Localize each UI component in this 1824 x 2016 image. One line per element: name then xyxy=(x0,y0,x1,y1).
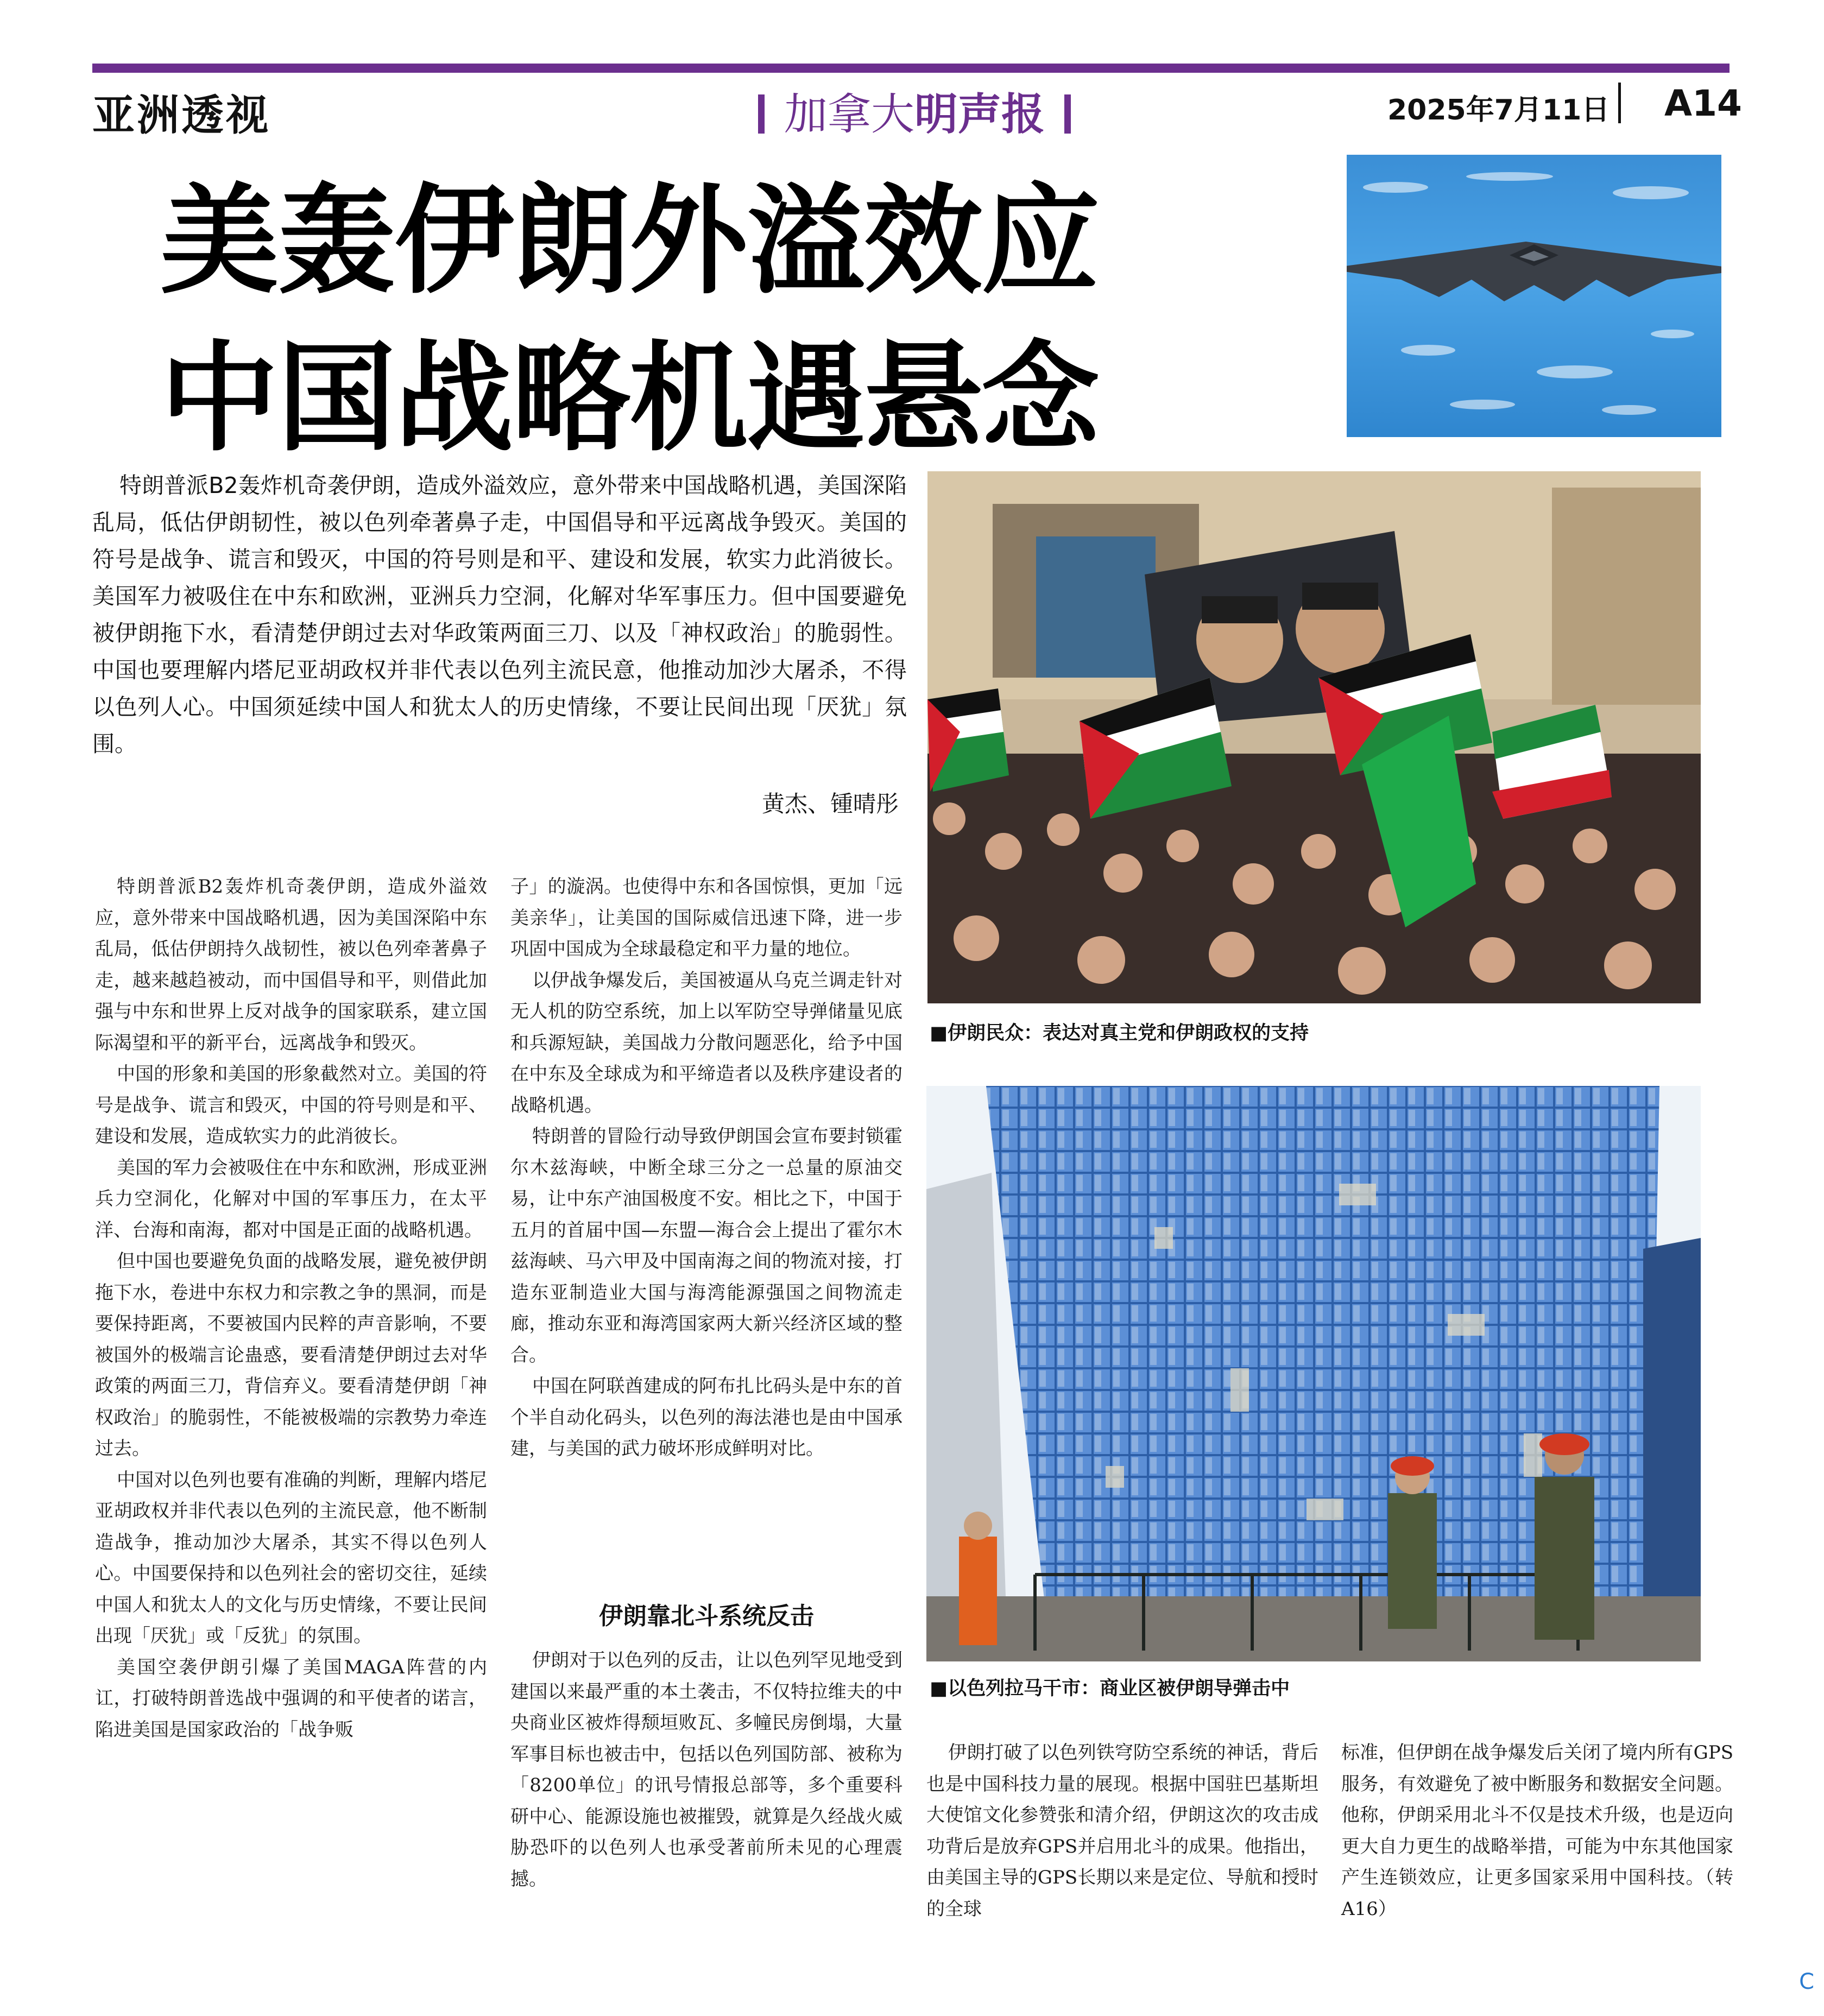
page-number: A14 xyxy=(1664,83,1742,124)
body-paragraph-continued: 标准，但伊朗在战争爆发后关闭了境内所有GPS服务，有效避免了被中断服务和数据安全问题。他称，伊朗采用北斗不仅是技术升级，也是迈向更大自力更生的战略举措，可能为中东其他国家产生连锁效应，让更多国家采用中国科技。（转A16） xyxy=(1341,1742,1733,1920)
photo-caption-2: ■以色列拉马干市：商业区被伊朗导弹击中 xyxy=(930,1678,1290,1699)
masthead-bar-left xyxy=(758,94,765,134)
corner-mark: C xyxy=(1799,1969,1814,1994)
body-paragraph-continued: 子」的漩涡。也使得中东和各国惊惧，更加「远美亲华」，让美国的国际威信迅速下降，进一步巩固中国成为全球最稳定和平力量的地位。 xyxy=(510,876,902,960)
body-paragraph: 美国空袭伊朗引爆了美国MAGA阵营的内讧，打破特朗普选战中强调的和平使者的诺言，陷进美国是国家政治的「战争贩 xyxy=(95,1656,487,1741)
masthead xyxy=(739,79,1090,142)
masthead-bar-right xyxy=(1064,94,1071,134)
lead-paragraph: 特朗普派B2轰炸机奇袭伊朗，造成外溢效应，意外带来中国战略机遇，美国深陷乱局，低估伊朗韧性，被以色列牵著鼻子走，中国倡导和平远离战争毁灭。美国的符号是战争、谎言和毁灭，中国的符号则是和平、建设和发展，软实力此消彼长。美国军力被吸住在中东和欧洲，亚洲兵力空洞，化解对华军事压力。但中国要避免被伊朗拖下水，看清楚伊朗过去对华政策两面三刀、以及「神权政治」的脆弱性。中国也要理解内塔尼亚胡政权并非代表以色列主流民意，他推动加沙大屠杀，不得以色列人心。中国须延续中国人和犹太人的历史情缘，不要让民间出现「厌犹」氛围。 xyxy=(92,472,907,757)
body-paragraph: 特朗普派B2轰炸机奇袭伊朗，造成外溢效应，意外带来中国战略机遇，因为美国深陷中东乱局，低估伊朗持久战韧性，被以色列牵著鼻子走，越来越趋被动，而中国倡导和平，则借此加强与中东和世界上反对战争的国家联系，建立国际渴望和平的新平台，远离战争和毁灭。 xyxy=(95,876,487,1054)
body-paragraph: 伊朗打破了以色列铁穹防空系统的神话，背后也是中国科技力量的展现。根据中国驻巴基斯坦大使馆文化参赞张和清介绍，伊朗这次的攻击成功背后是放弃GPS并启用北斗的成果。他指出，由美国主导的GPS长期以来是定位、导航和授时的全球 xyxy=(926,1742,1318,1920)
masthead-prefix: 加拿大 xyxy=(784,89,914,140)
body-column-1 xyxy=(95,871,487,1746)
body-column-2 xyxy=(510,871,902,1465)
body-paragraph: 中国的形象和美国的形象截然对立。美国的符号是战争、谎言和毁灭，中国的符号则是和平、建设和发展，造成软实力的此消彼长。 xyxy=(95,1063,487,1147)
body-column-3 xyxy=(926,1737,1318,1925)
body-paragraph: 美国的军力会被吸住在中东和欧洲，形成亚洲兵力空洞化，化解对中国的军事压力，在太平洋、台海和南海，都对中国是正面的战略机遇。 xyxy=(95,1156,487,1241)
top-rule xyxy=(92,64,1730,73)
section-name: 亚洲透视 xyxy=(92,91,271,140)
crowd-rally-with-flags-icon xyxy=(927,471,1701,1003)
b2-bomber-icon xyxy=(1347,155,1721,437)
body-paragraph: 中国在阿联酋建成的阿布扎比码头是中东的首个半自动化码头，以色列的海法港也是由中国承建，与美国的武力破坏形成鲜明对比。 xyxy=(510,1375,902,1459)
headline xyxy=(160,163,1328,478)
body-paragraph: 但中国也要避免负面的战略发展，避免被伊朗拖下水，卷进中东权力和宗教之争的黑洞，而是要保持距离，不要被国内民粹的声音影响，不要被国外的极端言论蛊惑，要看清楚伊朗过去对华政策的两面三刀，背信弃义。要看清楚伊朗「神权政治」的脆弱性，不能被极端的宗教势力牵连过去。 xyxy=(95,1250,487,1459)
body-paragraph: 以伊战争爆发后，美国被逼从乌克兰调走针对无人机的防空系统，加上以军防空导弹储量见底和兵源短缺，美国战力分散问题恶化，给予中国在中东及全球成为和平缔造者以及秩序建设者的战略机遇。 xyxy=(510,969,902,1116)
b2-bomber-photo xyxy=(1347,155,1721,437)
headline-line-2: 中国战略机遇悬念 xyxy=(160,330,1099,467)
issue-date: 2025年7月11日 xyxy=(1387,94,1610,127)
masthead-brand: 明声报 xyxy=(914,89,1045,140)
byline: 黄杰、锺晴彤 xyxy=(761,791,899,817)
body-paragraph: 中国对以色列也要有准确的判断，理解内塔尼亚胡政权并非代表以色列的主流民意，他不断制造战争，推动加沙大屠杀，其实不得以色列人心。中国要保持和以色列社会的密切交往，延续中国人和犹太人的文化与历史情缘，不要让民间出现「厌犹」或「反犹」的氛围。 xyxy=(95,1469,487,1647)
body-column-4 xyxy=(1341,1737,1733,1925)
subheading: 伊朗靠北斗系统反击 xyxy=(599,1602,814,1630)
photo-caption-1: ■伊朗民众：表达对真主党和伊朗政权的支持 xyxy=(930,1022,1309,1044)
damaged-tower-photo xyxy=(926,1086,1701,1661)
date-separator xyxy=(1618,83,1621,123)
headline-line-1: 美轰伊朗外溢效应 xyxy=(160,173,1099,310)
body-column-2-lower xyxy=(510,1645,902,1895)
body-paragraph: 伊朗对于以色列的反击，让以色列罕见地受到建国以来最严重的本土袭击，不仅特拉维夫的中央商业区被炸得颓垣败瓦、多幢民房倒塌，大量军事目标也被击中，包括以色列国防部、被称为「8200单位」的讯号情报总部等，多个重要科研中心、能源设施也被摧毁，就算是久经战火威胁恐吓的以色列人也承受著前所未见的心理震撼。 xyxy=(510,1650,902,1890)
rally-photo xyxy=(927,471,1701,1003)
body-paragraph: 特朗普的冒险行动导致伊朗国会宣布要封锁霍尔木兹海峡，中断全球三分之一总量的原油交易，让中东产油国极度不安。相比之下，中国于五月的首届中国—东盟—海合会上提出了霍尔木兹海峡、马六甲及中国南海之间的物流对接，打造东亚制造业大国与海湾能源强国之间物流走廊，推动东亚和海湾国家两大新兴经济区域的整合。 xyxy=(510,1126,902,1366)
damaged-glass-tower-icon xyxy=(926,1086,1701,1661)
